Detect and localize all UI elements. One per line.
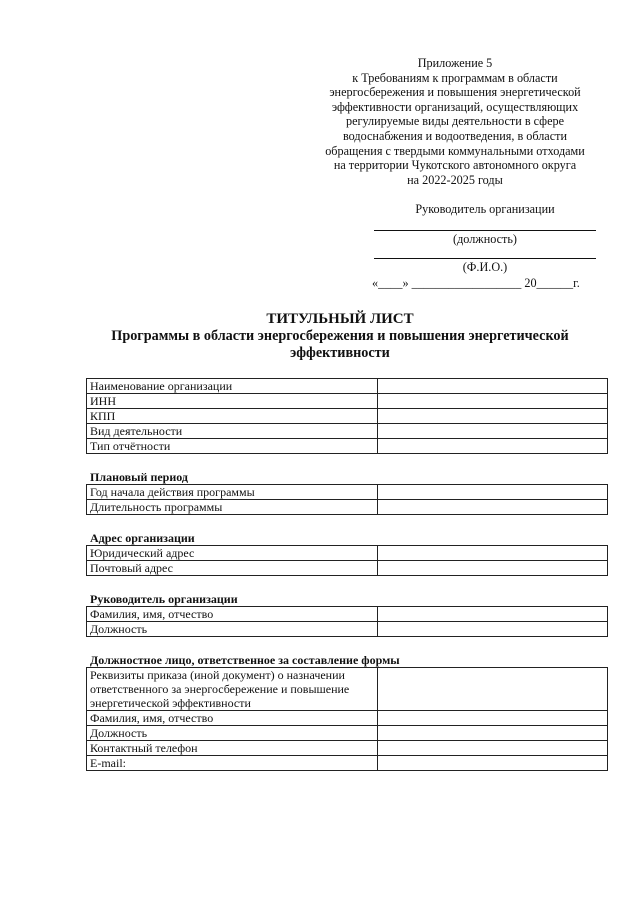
field-value-cell[interactable] xyxy=(378,622,608,637)
appendix-line: водоснабжения и водоотведения, в области xyxy=(343,128,567,143)
field-label: Год начала действия программы xyxy=(87,485,378,500)
table-row xyxy=(87,622,608,637)
field-label: Контактный телефон xyxy=(87,741,378,756)
field-label: Наименование организации xyxy=(87,379,378,394)
name-signature-line[interactable] xyxy=(374,258,596,259)
field-label: Фамилия, имя, отчество xyxy=(87,711,378,726)
field-label: Должность xyxy=(87,726,378,741)
field-value-cell[interactable] xyxy=(378,668,608,711)
table-row xyxy=(87,500,608,515)
field-value-cell[interactable] xyxy=(378,439,608,454)
field-value-cell[interactable] xyxy=(378,607,608,622)
field-value-cell[interactable] xyxy=(378,409,608,424)
field-value-cell[interactable] xyxy=(378,394,608,409)
field-label: Должность xyxy=(87,622,378,637)
general-info-table xyxy=(86,378,608,454)
appendix-line: к Требованиям к программам в области xyxy=(352,70,558,85)
table-row xyxy=(87,668,608,711)
field-value-cell[interactable] xyxy=(378,546,608,561)
field-value-cell[interactable] xyxy=(378,726,608,741)
table-row xyxy=(87,409,608,424)
section-title-responsible: Должностное лицо, ответственное за составление формы xyxy=(90,653,400,667)
document-title-block xyxy=(70,310,610,362)
field-value-cell[interactable] xyxy=(378,379,608,394)
head-table xyxy=(86,606,608,637)
field-value-cell[interactable] xyxy=(378,756,608,771)
field-value-cell[interactable] xyxy=(378,741,608,756)
plan-period-table xyxy=(86,484,608,515)
appendix-line: энергосбережения и повышения энергетической xyxy=(329,85,581,100)
address-table xyxy=(86,545,608,576)
appendix-line: на территории Чукотского автономного округа xyxy=(333,158,577,173)
field-label: ИНН xyxy=(87,394,378,409)
page-title: ТИТУЛЬНЫЙ ЛИСТ xyxy=(266,311,414,327)
field-value-cell[interactable] xyxy=(378,500,608,515)
field-label: Почтовый адрес xyxy=(87,561,378,576)
field-label: Тип отчётности xyxy=(87,439,378,454)
table-row xyxy=(87,485,608,500)
field-label: Вид деятельности xyxy=(87,424,378,439)
field-label: Юридический адрес xyxy=(87,546,378,561)
appendix-line: регулируемые виды деятельности в сфере xyxy=(346,114,564,129)
page-subtitle: Программы в области энергосбережения и повышения энергетической эффективности xyxy=(111,328,569,361)
title-page-form xyxy=(86,378,608,771)
table-row xyxy=(87,726,608,741)
table-row xyxy=(87,379,608,394)
table-row xyxy=(87,439,608,454)
date-line[interactable]: «____» __________________ 20______г. xyxy=(372,276,580,290)
position-signature-line[interactable] xyxy=(374,230,596,231)
table-row xyxy=(87,711,608,726)
appendix-line: обращения с твердыми коммунальными отходами xyxy=(325,143,585,158)
table-row xyxy=(87,394,608,409)
field-label: Фамилия, имя, отчество xyxy=(87,607,378,622)
field-label: Реквизиты приказа (иной документ) о назначении ответственного за энергосбережение и повышение энергетической эффективности xyxy=(87,668,378,711)
appendix-line: эффективности организаций, осуществляющих xyxy=(331,99,579,114)
section-title-address: Адрес организации xyxy=(90,531,195,545)
table-row xyxy=(87,546,608,561)
table-row xyxy=(87,756,608,771)
appendix-line: на 2022-2025 годы xyxy=(407,172,503,187)
appendix-line: Приложение 5 xyxy=(417,56,493,70)
name-caption: (Ф.И.О.) xyxy=(462,260,508,274)
head-label: Руководитель организации xyxy=(415,202,555,216)
field-value-cell[interactable] xyxy=(378,561,608,576)
field-value-cell[interactable] xyxy=(378,485,608,500)
field-value-cell[interactable] xyxy=(378,424,608,439)
field-label: Длительность программы xyxy=(87,500,378,515)
field-value-cell[interactable] xyxy=(378,711,608,726)
section-title-head: Руководитель организации xyxy=(90,592,238,606)
table-row xyxy=(87,607,608,622)
position-caption: (должность) xyxy=(453,232,517,246)
table-row xyxy=(87,561,608,576)
appendix-header xyxy=(300,56,610,187)
field-label: КПП xyxy=(87,409,378,424)
table-row xyxy=(87,424,608,439)
table-row xyxy=(87,741,608,756)
field-label: E-mail: xyxy=(87,756,378,771)
responsible-table xyxy=(86,667,608,771)
section-title-plan-period: Плановый период xyxy=(90,470,188,484)
